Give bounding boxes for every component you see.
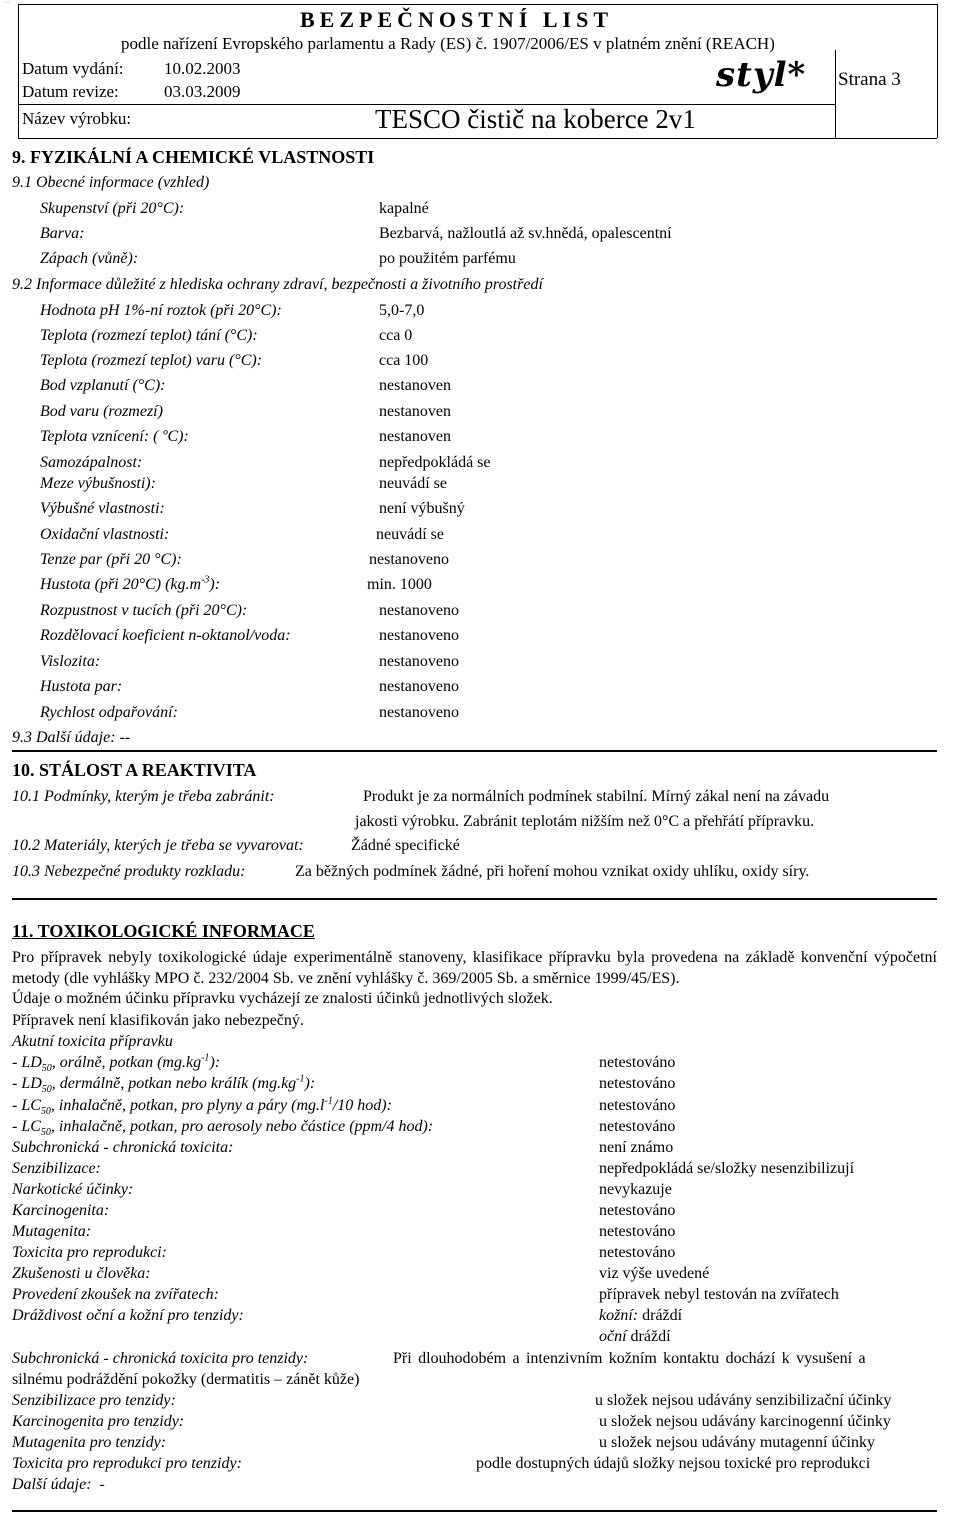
- tenzid-label: Mutagenita pro tenzidy:: [12, 1434, 167, 1451]
- header-page-divider: [835, 50, 836, 138]
- section-10-3-text: Za běžných podmínek žádné, při hoření mohou vznikat oxidy uhlíku, oxidy síry.: [295, 863, 810, 880]
- irritation-skin-label: kožní:: [599, 1307, 639, 1324]
- tox-value: viz výše uvedené: [599, 1265, 710, 1282]
- ld50-oral-label: [12, 1052, 221, 1075]
- prop-value: Bezbarvá, nažloutlá až sv.hnědá, opalescentní: [379, 225, 672, 242]
- ld-sub: 50: [41, 1063, 52, 1075]
- irritation-eye: [599, 1329, 671, 1345]
- ld-text: , orálně, potkan (mg.kg: [51, 1054, 202, 1071]
- revision-date: 03.03.2009: [164, 82, 241, 101]
- product-label: Název výrobku:: [22, 109, 132, 128]
- ld50-dermal-label: [12, 1073, 316, 1096]
- section-divider: [12, 898, 937, 900]
- prop-value: nestanoven: [379, 403, 451, 420]
- other-data-label: Další údaje:: [12, 1476, 92, 1493]
- prop-value: nestanoveno: [379, 602, 459, 619]
- ld-end: ):: [209, 1054, 221, 1071]
- prop-label: Výbušné vlastnosti:: [40, 500, 165, 517]
- tox-label: Narkotické účinky:: [12, 1181, 134, 1198]
- section-10-1-text-2: jakosti výrobku. Zabránit teplotám nižším než 0°C a přehřátí přípravku.: [355, 813, 815, 830]
- ld50-oral-value: netestováno: [599, 1054, 676, 1071]
- lc-prefix: - LC: [12, 1097, 41, 1114]
- section-9-heading: 9. FYZIKÁLNÍ A CHEMICKÉ VLASTNOSTI: [12, 147, 375, 167]
- subchronic-tenzid-text-1: Při dlouhodobém a intenzivním kožním kontaktu dochází k vysušení a: [393, 1350, 866, 1367]
- ld-prefix: - LD: [12, 1054, 42, 1071]
- section-10-2-label: 10.2 Materiály, kterých je třeba se vyvarovat:: [12, 837, 304, 854]
- section-11-paragraph-2: Údaje o možném účinku přípravku vycházejí ze znalosti účinků jednotlivých složek.: [12, 990, 553, 1007]
- prop-value: nestanoveno: [379, 653, 459, 670]
- section-10-3-label: 10.3 Nebezpečné produkty rozkladu:: [12, 863, 246, 880]
- prop-value: min. 1000: [367, 576, 432, 593]
- section-11-paragraph-1: Pro přípravek nebyly toxikologické údaje experimentálně stanoveny, klasifikace přípravku byla provedena na základě konvenční výpočetní metody (dle vyhlášky MPO č. 232/2004 Sb. ve znění vyhlášky č. 369/2005 Sb. a směrnice 1999/45/ES).: [12, 949, 937, 987]
- irritation-skin: [599, 1308, 682, 1324]
- tenzid-label: Toxicita pro reprodukci pro tenzidy:: [12, 1455, 242, 1472]
- prop-label: Barva:: [40, 225, 85, 242]
- prop-value: nestanoveno: [379, 678, 459, 695]
- prop-label: Teplota vznícení: ( ºC):: [40, 428, 189, 445]
- issue-date-label: Datum vydání:: [22, 59, 124, 78]
- section-10-1-label: 10.1 Podmínky, kterým je třeba zabránit:: [12, 788, 275, 805]
- irritation-eye-value: dráždí: [630, 1328, 671, 1345]
- lc-text: , inhalačně, potkan, pro plyny a páry (mg.l: [50, 1097, 325, 1114]
- tox-label: Senzibilizace:: [12, 1160, 101, 1177]
- lc-sup: -1: [324, 1095, 333, 1107]
- header-top-rule: [18, 4, 937, 5]
- prop-value: neuvádí se: [379, 475, 447, 492]
- prop-label: Zápach (vůně):: [40, 250, 139, 267]
- prop-label: Tenze par (při 20 °C):: [40, 551, 182, 568]
- section-10-1-text-1: Produkt je za normálních podmínek stabilní. Mírný zákal není na závadu: [363, 788, 830, 805]
- lc-sub: 50: [40, 1127, 51, 1139]
- tenzid-value: podle dostupných údajů složky nejsou toxické pro reprodukci: [476, 1455, 871, 1472]
- prop-value: nestanoveno: [379, 704, 459, 721]
- prop-label: Oxidační vlastnosti:: [40, 526, 170, 543]
- prop-value: nepředpokládá se: [379, 454, 491, 471]
- other-data-value: -: [99, 1476, 105, 1493]
- page-bottom-rule: [12, 1510, 937, 1512]
- header-left-border: [18, 4, 19, 138]
- section-11-paragraph-3: Přípravek není klasifikován jako nebezpečný.: [12, 1012, 304, 1029]
- tox-label: Zkušenosti u člověka:: [12, 1265, 151, 1282]
- prop-label: Samozápalnost:: [40, 454, 143, 471]
- prop-label: Teplota (rozmezí teplot) tání (°C):: [40, 327, 258, 344]
- tenzid-value: u složek nejsou udávány mutagenní účinky: [599, 1434, 875, 1451]
- lc50-aerosol-label: [12, 1118, 434, 1139]
- other-data: [12, 1477, 105, 1493]
- prop-label: Hodnota pH 1%-ní roztok (při 20°C):: [40, 302, 282, 319]
- ld-sup: -1: [201, 1052, 210, 1064]
- tox-value: nepředpokládá se/složky nesenzibilizují: [599, 1160, 855, 1177]
- prop-value: po použitém parfému: [379, 250, 516, 267]
- prop-label-sup: -3: [201, 574, 210, 586]
- prop-value: není výbušný: [379, 500, 465, 517]
- section-10-2-text: Žádné specifické: [351, 837, 460, 854]
- subchronic-tenzid-text-2: silnému podráždění pokožky (dermatitis – zánět kůže): [12, 1371, 360, 1388]
- styl-logo: styl*: [716, 55, 807, 95]
- prop-value: 5,0-7,0: [379, 302, 425, 319]
- section-9-3-heading: 9.3 Další údaje: --: [12, 729, 131, 746]
- lc-text: , inhalačně, potkan, pro aerosoly nebo částice (ppm/4 hod):: [50, 1118, 434, 1135]
- ld-sub: 50: [41, 1084, 52, 1096]
- prop-label: Bod varu (rozmezí): [40, 403, 163, 420]
- tenzid-value: u složek nejsou udávány karcinogenní účinky: [599, 1413, 891, 1430]
- irritation-eye-label: oční: [599, 1328, 627, 1345]
- prop-label: Meze výbušnosti):: [40, 475, 156, 492]
- tox-label: Toxicita pro reprodukci:: [12, 1244, 167, 1261]
- section-11-heading-text: 11. TOXIKOLOGICKÉ INFORMACE: [12, 921, 315, 941]
- tox-value: netestováno: [599, 1202, 676, 1219]
- prop-label: Teplota (rozmezí teplot) varu (°C):: [40, 352, 263, 369]
- irritation-skin-value: dráždí: [642, 1307, 683, 1324]
- prop-value: cca 100: [379, 352, 429, 369]
- prop-label: Skupenství (při 20°C):: [40, 200, 185, 217]
- subchronic-tenzid-label: Subchronická - chronická toxicita pro tenzidy:: [12, 1350, 309, 1367]
- corner-mark: ···: [4, 0, 10, 6]
- lc50-aerosol-value: netestováno: [599, 1118, 676, 1135]
- acute-toxicity-heading: Akutní toxicita přípravku: [12, 1033, 173, 1050]
- tenzid-value: u složek nejsou udávány senzibilizační účinky: [595, 1392, 892, 1409]
- prop-label-end: ):: [209, 576, 221, 593]
- prop-value: kapalné: [379, 200, 429, 217]
- tox-label: Subchronická - chronická toxicita:: [12, 1139, 234, 1156]
- section-10-heading: 10. STÁLOST A REAKTIVITA: [12, 760, 257, 780]
- tox-value: nevykazuje: [599, 1181, 672, 1198]
- section-11-heading: [12, 922, 315, 940]
- prop-value: nestanoven: [379, 428, 451, 445]
- tox-value: přípravek nebyl testován na zvířatech: [599, 1286, 839, 1303]
- prop-label: Rozdělovací koeficient n-oktanol/voda:: [40, 627, 291, 644]
- lc50-gas-value: netestováno: [599, 1097, 676, 1114]
- header-bottom-rule: [18, 138, 937, 139]
- lc-prefix: - LC: [12, 1118, 41, 1135]
- ld-sup: -1: [296, 1073, 305, 1085]
- section-divider: [12, 750, 937, 752]
- document-title: BEZPEČNOSTNÍ LIST: [300, 7, 614, 32]
- page-number: Strana 3: [838, 69, 901, 90]
- tenzid-label: Senzibilizace pro tenzidy:: [12, 1392, 176, 1409]
- tox-value: netestováno: [599, 1223, 676, 1240]
- irritation-label: Dráždivost oční a kožní pro tenzidy:: [12, 1307, 244, 1324]
- prop-label: Bod vzplanutí (°C):: [40, 377, 166, 394]
- section-9-2-heading: 9.2 Informace důležité z hlediska ochrany zdraví, bezpečnosti a životního prostředí: [12, 276, 543, 293]
- tenzid-label: Karcinogenita pro tenzidy:: [12, 1413, 185, 1430]
- prop-label: Vislozita:: [40, 653, 101, 670]
- ld-text: , dermálně, potkan nebo králík (mg.kg: [51, 1075, 297, 1092]
- prop-value: nestanoveno: [369, 551, 449, 568]
- document-subtitle: podle nařízení Evropského parlamentu a Rady (ES) č. 1907/2006/ES v platném znění (REACH): [121, 34, 775, 53]
- tox-label: Provedení zkoušek na zvířatech:: [12, 1286, 219, 1303]
- prop-label: [40, 574, 221, 593]
- ld-prefix: - LD: [12, 1075, 42, 1092]
- ld50-dermal-value: netestováno: [599, 1075, 676, 1092]
- prop-label-text: Hustota (při 20°C) (kg.m: [40, 576, 202, 593]
- lc50-gas-label: [12, 1095, 392, 1118]
- issue-date: 10.02.2003: [164, 59, 241, 78]
- prop-value: nestanoveno: [379, 627, 459, 644]
- prop-value: nestanoven: [379, 377, 451, 394]
- tox-value: netestováno: [599, 1244, 676, 1261]
- header-right-border: [937, 4, 938, 138]
- tox-label: Mutagenita:: [12, 1223, 92, 1240]
- section-9-1-heading: 9.1 Obecné informace (vzhled): [12, 174, 210, 191]
- tox-value: není známo: [599, 1139, 674, 1156]
- lc-sub: 50: [40, 1106, 51, 1118]
- product-name: TESCO čistič na koberce 2v1: [375, 104, 696, 134]
- lc-end: /10 hod):: [332, 1097, 392, 1114]
- revision-date-label: Datum revize:: [22, 82, 119, 101]
- prop-label: Hustota par:: [40, 678, 123, 695]
- prop-label: Rozpustnost v tucích (při 20°C):: [40, 602, 248, 619]
- ld-end: ):: [304, 1075, 316, 1092]
- tox-label: Karcinogenita:: [12, 1202, 110, 1219]
- prop-value: cca 0: [379, 327, 413, 344]
- prop-value: neuvádí se: [376, 526, 444, 543]
- prop-label: Rychlost odpařování:: [40, 704, 178, 721]
